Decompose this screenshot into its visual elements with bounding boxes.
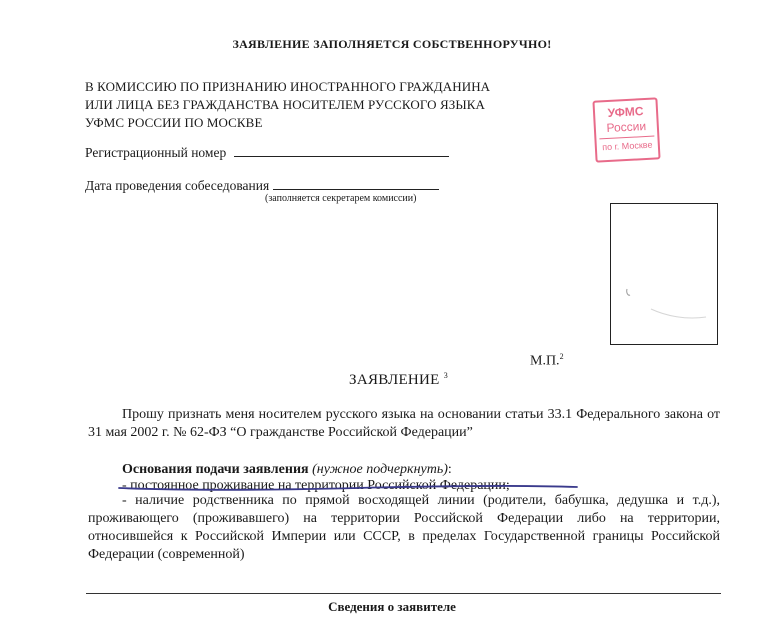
mp-text: М.П. bbox=[530, 353, 560, 369]
title-text: ЗАЯВЛЕНИЕ bbox=[349, 372, 440, 388]
photo-scuff bbox=[611, 204, 717, 344]
ufms-stamp bbox=[592, 97, 660, 162]
stamp-line: России bbox=[606, 118, 647, 136]
document-title bbox=[349, 371, 448, 389]
addressee-line: ИЛИ ЛИЦА БЕЗ ГРАЖДАНСТВА НОСИТЕЛЕМ РУССКОГО ЯЗЫКА bbox=[85, 97, 486, 112]
secretary-hint: (заполняется секретарем комиссии) bbox=[265, 193, 417, 204]
photo-box bbox=[610, 203, 718, 345]
option-relative[interactable]: - наличие родственника по прямой восходящей линии (родители, бабушка, дедушка и т.д.), проживающего (проживавшего) на территории Российской Федерации либо на территории, относившейся к Российской Империи или СССР, в пределах Государственной границы Российской Федерации (современной) bbox=[88, 493, 720, 562]
mp-label bbox=[530, 352, 564, 370]
title-footnote: 3 bbox=[443, 371, 449, 380]
option-permanent-residence[interactable]: - постоянное проживание на территории Российской Федерации; bbox=[122, 478, 510, 493]
interview-date-label: Дата проведения собеседования bbox=[85, 178, 270, 193]
section-title: Сведения о заявителе bbox=[328, 599, 456, 614]
interview-date-line[interactable] bbox=[273, 177, 439, 190]
grounds-hint: (нужное подчеркнуть) bbox=[312, 462, 448, 477]
stamp-line: УФМС bbox=[607, 104, 644, 120]
reg-number-line[interactable] bbox=[234, 144, 449, 157]
header-note: ЗАЯВЛЕНИЕ ЗАПОЛНЯЕТСЯ СОБСТВЕННОРУЧНО! bbox=[232, 37, 552, 51]
grounds-colon: : bbox=[447, 462, 452, 477]
addressee-line: В КОМИССИЮ ПО ПРИЗНАНИЮ ИНОСТРАННОГО ГРАЖДАНИНА bbox=[85, 79, 491, 94]
stamp-line: по г. Москве bbox=[599, 136, 655, 156]
grounds-label: Основания подачи заявления bbox=[122, 462, 309, 477]
section-divider bbox=[86, 593, 721, 594]
mp-footnote: 2 bbox=[559, 352, 564, 361]
addressee-line: УФМС РОССИИ ПО МОСКВЕ bbox=[85, 115, 263, 130]
reg-number-field bbox=[85, 144, 449, 161]
interview-date-field bbox=[85, 177, 439, 194]
addressee-block bbox=[85, 78, 490, 132]
request-paragraph: Прошу признать меня носителем русского языка на основании статьи 33.1 Федерального закона от 31 мая 2002 г. № 62-ФЗ “О гражданстве Российской Федерации” bbox=[88, 407, 720, 440]
reg-number-label: Регистрационный номер bbox=[85, 145, 227, 160]
